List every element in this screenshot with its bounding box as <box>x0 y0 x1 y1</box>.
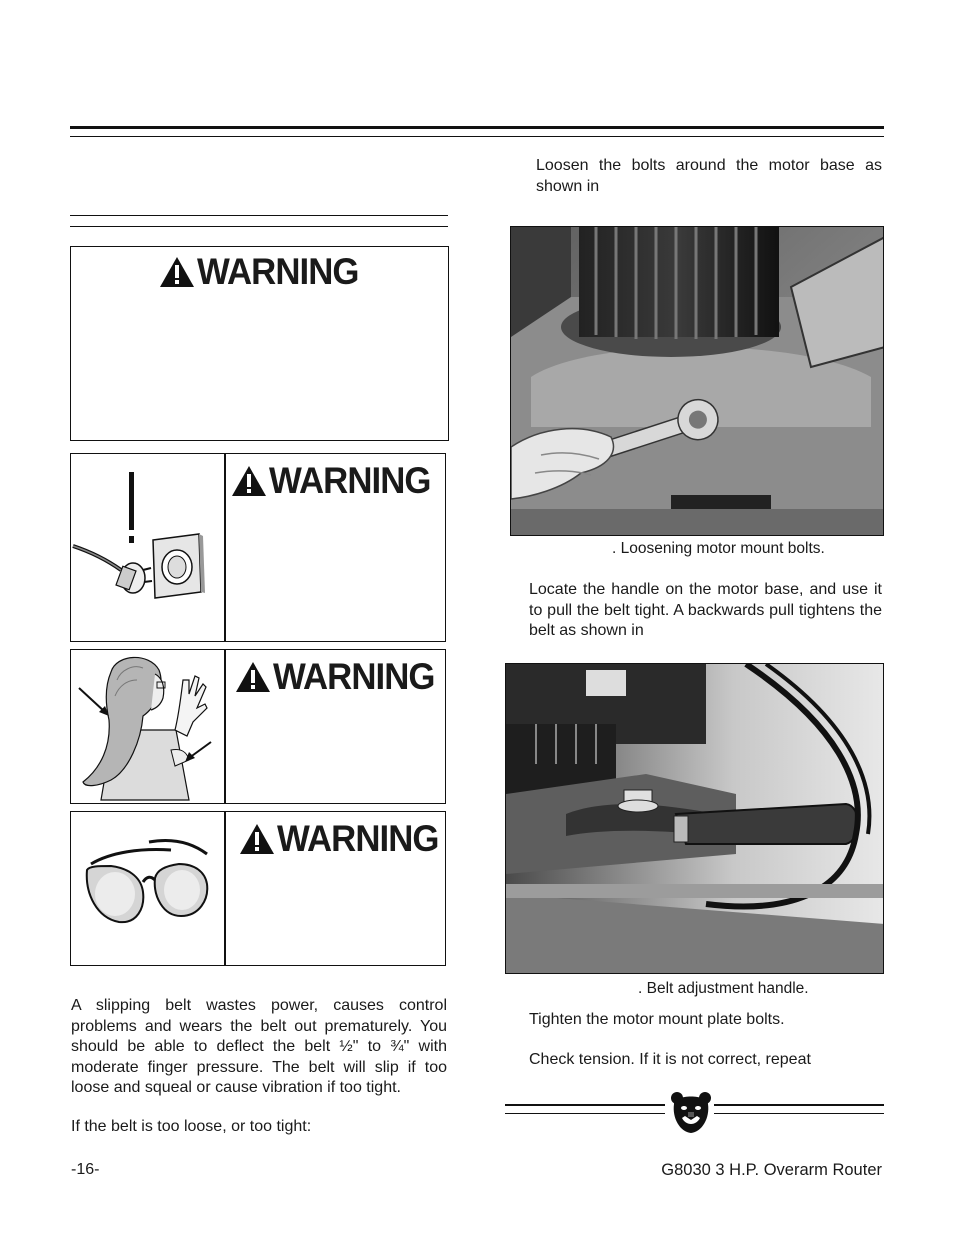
warning-triangle-icon <box>235 661 271 693</box>
step-tighten-bolts: Tighten the motor mount plate bolts. <box>529 1011 785 1028</box>
header-rule-thick <box>70 126 884 129</box>
warning-triangle-icon <box>231 465 267 497</box>
warning-triangle-icon <box>159 256 195 288</box>
header-rule-thin <box>70 136 884 137</box>
logo-rule-left-top <box>505 1104 665 1106</box>
glasses-warning-header <box>239 820 449 857</box>
step-pull-handle: Locate the handle on the motor base, and use it to pull the belt tight. A backwards pull tightens the belt as shown in <box>529 581 882 639</box>
safety-glasses-icon <box>71 812 223 964</box>
plug-outlet-icon <box>71 464 221 634</box>
long-hair-icon <box>71 650 223 802</box>
warning-heading: WARNING <box>273 656 435 697</box>
warning-triangle-icon <box>239 823 275 855</box>
belt-handle-photo <box>506 664 884 974</box>
section-rule-top <box>70 215 448 216</box>
box-divider <box>224 812 226 965</box>
glasses-warning-box <box>70 811 446 966</box>
belt-loose-instruction: If the belt is too loose, or too tight: <box>71 1118 312 1135</box>
box-divider <box>224 650 226 803</box>
figure-2-caption: . Belt adjustment handle. <box>638 980 809 997</box>
figure-belt-handle <box>505 663 884 974</box>
product-title: G8030 3 H.P. Overarm Router <box>661 1161 882 1179</box>
hair-warning-header <box>235 658 445 695</box>
step-check-tension: Check tension. If it is not correct, repeat <box>529 1051 811 1068</box>
warning-heading: WARNING <box>197 251 359 292</box>
box-divider <box>224 454 226 641</box>
wrench-motor-photo <box>511 227 884 536</box>
warning-heading: WARNING <box>269 460 431 501</box>
step-loosen-bolts: Loosen the bolts around the motor base as shown in <box>536 157 882 195</box>
logo-rule-right-bottom <box>714 1113 884 1114</box>
figure-1-caption: . Loosening motor mount bolts. <box>612 540 825 557</box>
logo-rule-left-bottom <box>505 1113 665 1114</box>
page-number: -16- <box>71 1161 100 1178</box>
main-warning-header <box>159 253 369 290</box>
main-warning-box <box>70 246 449 441</box>
disconnect-warning-box <box>70 453 446 642</box>
belt-tension-paragraph: A slipping belt wastes power, causes control problems and wears the belt out prematurely. You should be able to deflect the belt ½" to ¾" with moderate finger pressure. The belt will slip if too loose and squeal or cause vibration if too tight. <box>71 997 447 1096</box>
hair-warning-box <box>70 649 446 804</box>
disconnect-warning-header <box>231 462 441 499</box>
grizzly-bear-logo-icon <box>670 1090 712 1134</box>
section-rule-bottom <box>70 226 448 227</box>
logo-rule-right-top <box>714 1104 884 1106</box>
figure-loosening-bolts <box>510 226 884 536</box>
warning-heading: WARNING <box>277 818 439 859</box>
